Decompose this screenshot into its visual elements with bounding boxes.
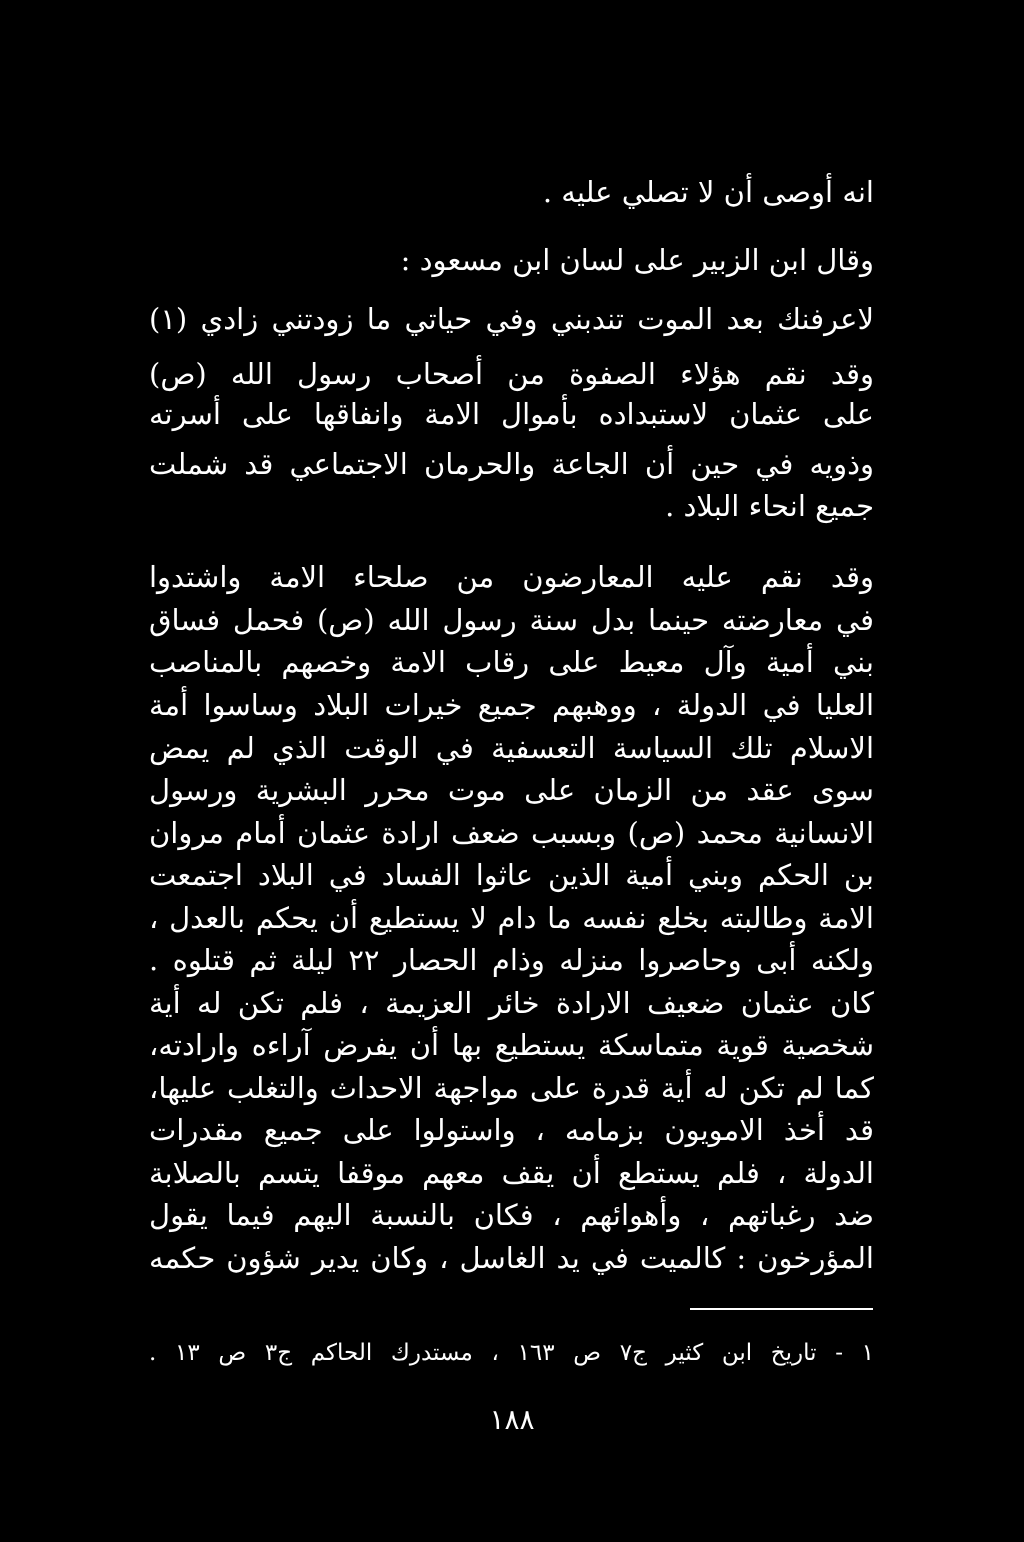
text-line: جميع انحاء البلاد . bbox=[665, 489, 874, 523]
text-line: في معارضته حينما بدل سنة رسول الله (ص) فحمل فساق bbox=[149, 603, 874, 637]
footnote: ١ - تاريخ ابن كثير ج٧ ص ١٦٣ ، مستدرك الحاكم ج٣ ص ١٣ . bbox=[149, 1340, 875, 1366]
text-line: وقد نقم عليه المعارضون من صلحاء الامة واشتدوا bbox=[149, 560, 874, 594]
text-line: على عثمان لاستبداده بأموال الامة وانفاقها على أسرته bbox=[149, 397, 874, 431]
text-line: العليا في الدولة ، ووهبهم جميع خيرات البلاد وساسوا أمة bbox=[149, 688, 874, 722]
text-line: ولكنه أبى وحاصروا منزله وذام الحصار ٢٢ ليلة ثم قتلوه . bbox=[149, 943, 874, 977]
text-line: الدولة ، فلم يستطع أن يقف معهم موقفا يتسم بالصلابة bbox=[149, 1156, 874, 1190]
text-line: انه أوصى أن لا تصلي عليه . bbox=[542, 175, 874, 209]
text-line: وذويه في حين أن الجاعة والحرمان الاجتماعي قد شملت bbox=[149, 447, 874, 481]
text-line: وقد نقم هؤلاء الصفوة من أصحاب رسول الله (ص) bbox=[149, 357, 874, 391]
text-line: الاسلام تلك السياسة التعسفية في الوقت الذي لم يمض bbox=[149, 731, 874, 765]
text-line: شخصية قوية متماسكة يستطيع بها أن يفرض آراءه وارادته، bbox=[149, 1028, 874, 1062]
text-line: قد أخذ الامويون بزمامه ، واستولوا على جميع مقدرات bbox=[149, 1113, 874, 1147]
text-line: الانسانية محمد (ص) وبسبب ضعف ارادة عثمان أمام مروان bbox=[149, 816, 874, 850]
text-line: كان عثمان ضعيف الارادة خائر العزيمة ، فلم تكن له أية bbox=[149, 986, 874, 1020]
poem-verse: لاعرفنك بعد الموت تندبني وفي حياتي ما زودتني زادي (١) bbox=[149, 302, 874, 336]
text-line: وقال ابن الزبير على لسان ابن مسعود : bbox=[400, 243, 874, 277]
page-number: ١٨٨ bbox=[489, 1403, 535, 1436]
text-line: ضد رغباتهم ، وأهوائهم ، فكان بالنسبة اليهم فيما يقول bbox=[149, 1198, 874, 1232]
text-line: كما لم تكن له أية قدرة على مواجهة الاحداث والتغلب عليها، bbox=[149, 1071, 874, 1105]
text-line: المؤرخون : كالميت في يد الغاسل ، وكان يدير شؤون حكمه bbox=[149, 1241, 874, 1275]
text-line: الامة وطالبته بخلع نفسه ما دام لا يستطيع أن يحكم بالعدل ، bbox=[149, 901, 874, 935]
text-line: بني أمية وآل معيط على رقاب الامة وخصهم بالمناصب bbox=[149, 645, 874, 679]
text-line: بن الحكم وبني أمية الذين عاثوا الفساد في البلاد اجتمعت bbox=[149, 858, 874, 892]
footnote-divider bbox=[690, 1308, 873, 1310]
text-line: سوى عقد من الزمان على موت محرر البشرية ورسول bbox=[149, 773, 874, 807]
